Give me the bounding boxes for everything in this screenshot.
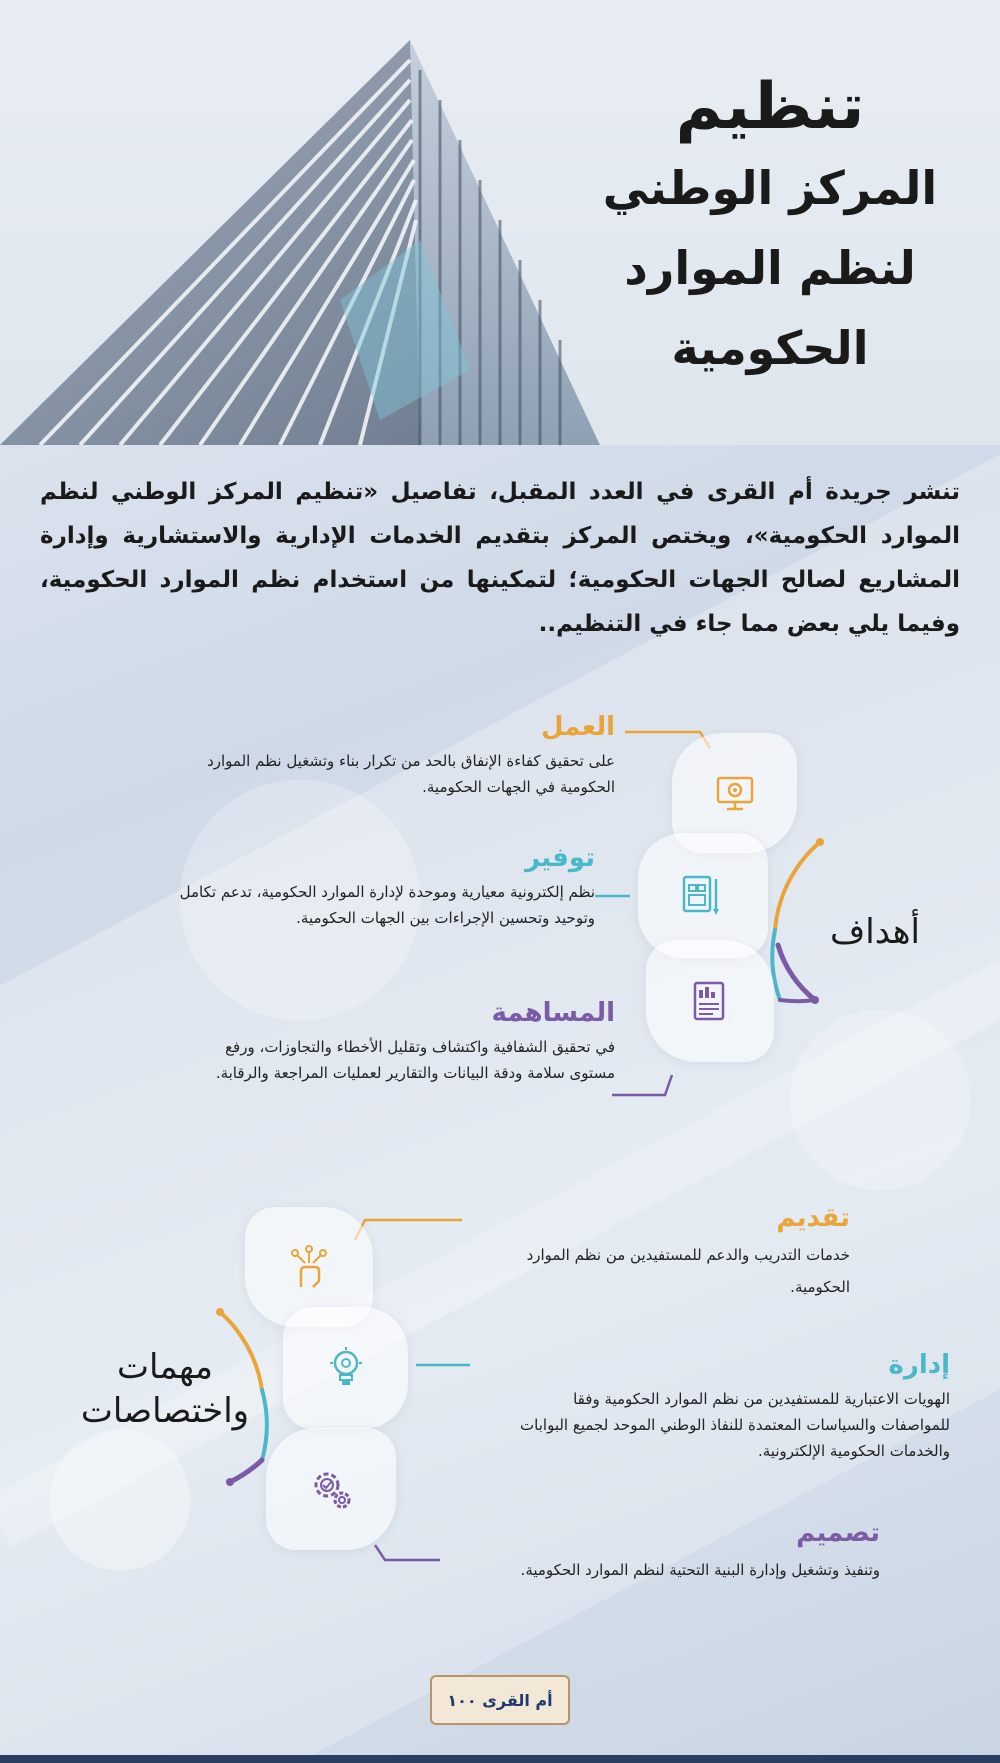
footer-bar bbox=[0, 1755, 1000, 1763]
tasks-label bbox=[70, 1345, 260, 1433]
task-petal-2 bbox=[283, 1307, 408, 1429]
monitor-gear-icon bbox=[712, 770, 758, 816]
intro-paragraph: تنشر جريدة أم القرى في العدد المقبل، تفاصيل «تنظيم المركز الوطني لنظم الموارد الحكومية»، ويختص المركز بتقديم الخدمات الإدارية والاستشارية وإدارة المشاريع لصالح الجهات الحكومية؛ لتمكينها من استخدام نظم الموارد الحكومية، وفيما يلي بعض مما جاء في التنظيم.. bbox=[40, 479, 960, 637]
gears-icon bbox=[307, 1465, 355, 1513]
document-chart-icon bbox=[678, 871, 728, 921]
lightbulb-gear-icon bbox=[323, 1345, 369, 1391]
task-petal-3 bbox=[266, 1428, 396, 1550]
task-1-title: تقديم bbox=[776, 1203, 850, 1233]
um-alqura-logo: أم القرى ١٠٠ bbox=[430, 1675, 570, 1725]
report-icon bbox=[687, 978, 733, 1024]
header bbox=[0, 0, 1000, 445]
hand-network-icon bbox=[285, 1243, 333, 1291]
goals-label: أهداف bbox=[830, 912, 920, 952]
goal-1-text: على تحقيق كفاءة الإنفاق بالحد من تكرار بناء وتشغيل نظم الموارد الحكومية في الجهات الحكومية. bbox=[207, 752, 615, 796]
tasks-label-line2: واختصاصات bbox=[80, 1391, 250, 1431]
task-3-text: وتنفيذ وتشغيل وإدارة البنية التحتية لنظم الموارد الحكومية. bbox=[520, 1561, 880, 1579]
building-illustration bbox=[0, 40, 600, 445]
goal-1-title: العمل bbox=[541, 712, 615, 742]
tasks-label-line1: مهمات bbox=[117, 1347, 213, 1387]
goal-3-title: المساهمة bbox=[491, 998, 615, 1028]
goal-2-title: توفير bbox=[525, 843, 595, 873]
title-sub-line3: الحكومية bbox=[671, 321, 869, 375]
goal-2-text: نظم إلكترونية معيارية وموحدة لإدارة الموارد الحكومية، تدعم تكامل وتوحيد وتحسين الإجراءات بين الجهات الحكومية. bbox=[179, 883, 595, 927]
title-main: تنظيم bbox=[658, 70, 883, 144]
goal-petal-3 bbox=[646, 940, 774, 1062]
task-2-title: إدارة bbox=[888, 1350, 950, 1380]
title-sub-line1: المركز الوطني bbox=[602, 161, 938, 215]
title-block bbox=[570, 70, 970, 384]
task-2-text: الهويات الاعتبارية للمستفيدين من نظم الموارد الحكومية وفقا للمواصفات والسياسات المعتمدة للنفاذ الوطني الموحد لجميع البوابات والخدمات الحكومية الإلكترونية. bbox=[520, 1390, 950, 1460]
title-sub-line2: لنظم الموارد bbox=[624, 241, 916, 295]
task-1-text: خدمات التدريب والدعم للمستفيدين من نظم الموارد الحكومية. bbox=[526, 1246, 850, 1296]
task-3-title: تصميم bbox=[796, 1518, 880, 1548]
goal-3-text: في تحقيق الشفافية واكتشاف وتقليل الأخطاء والتجاوزات، ورفع مستوى سلامة ودقة البيانات والتقارير لعمليات المراجعة والرقابة. bbox=[215, 1038, 615, 1082]
